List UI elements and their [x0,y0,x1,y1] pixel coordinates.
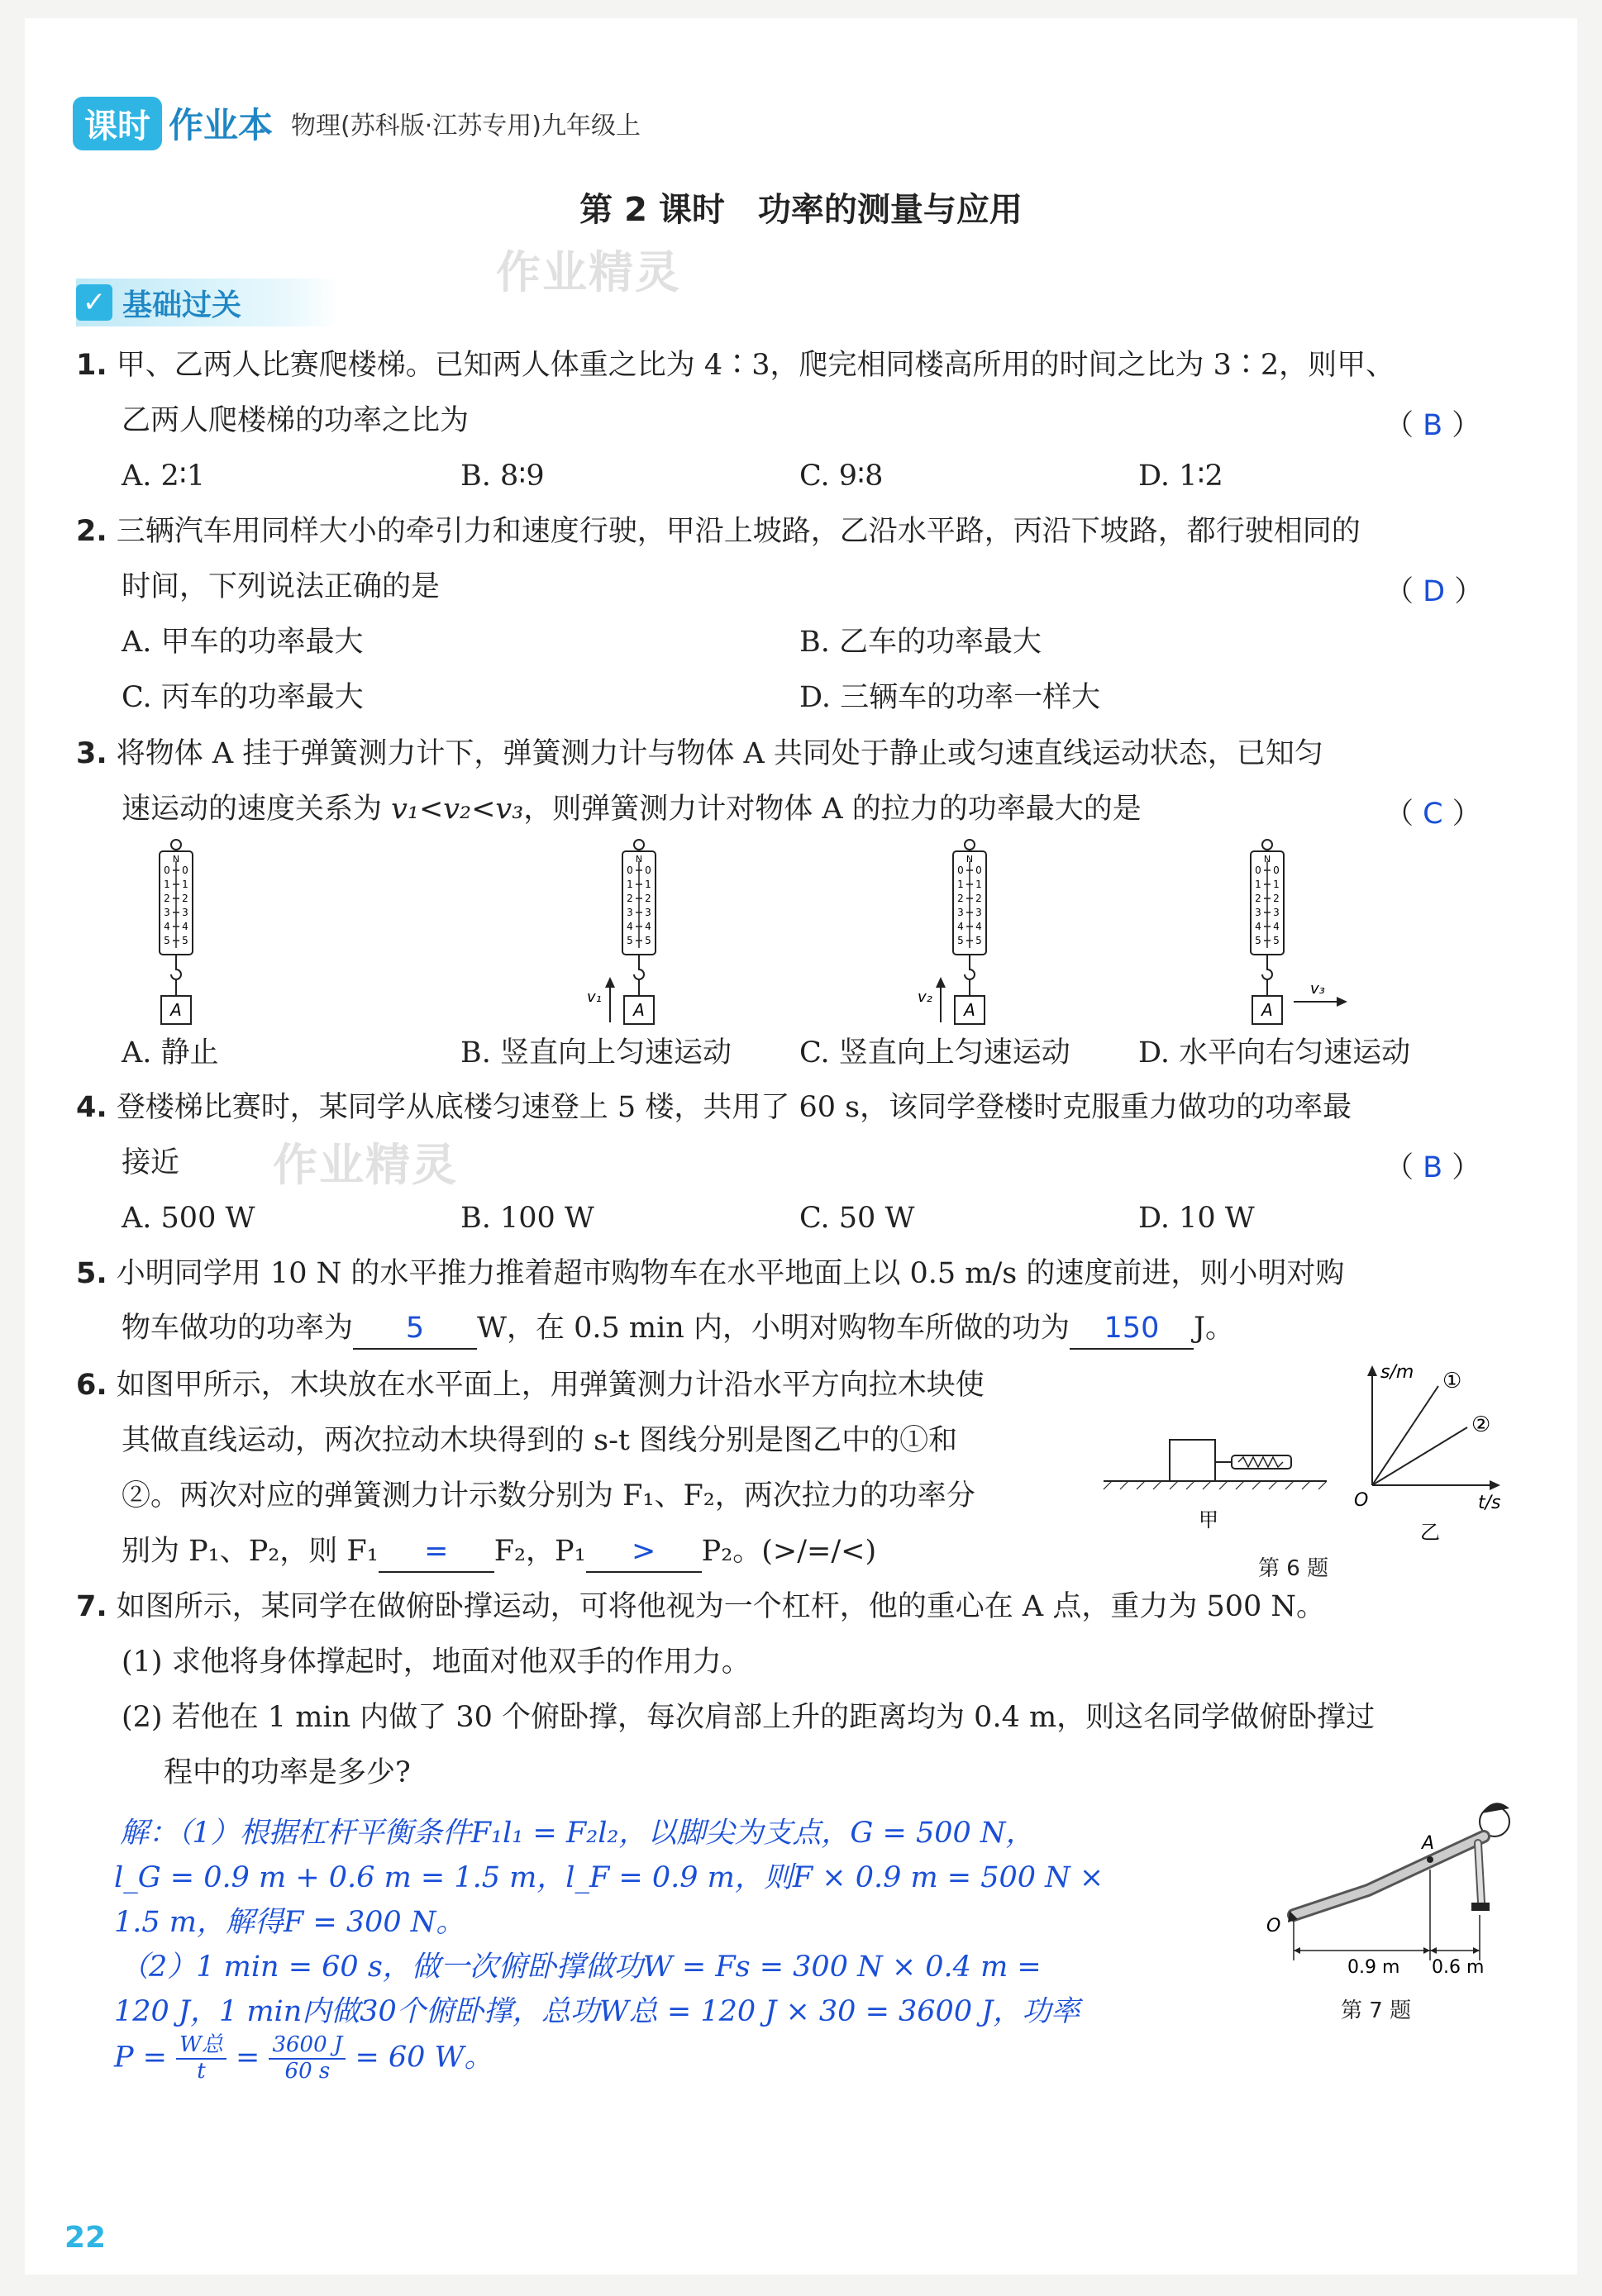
scale-unit: N [965,854,974,865]
scale-mark: 0 [164,865,170,876]
scale-mark: 5 [627,935,633,946]
q1-answer: （ B ） [1385,409,1481,442]
point-o-label: O [1266,1916,1281,1936]
option: D. 水平向右匀速运动 [1138,1036,1411,1069]
option: D. 1∶2 [1138,460,1223,493]
option: A. 静止 [122,1036,219,1069]
solution-line4: （2）1 min = 60 s，做一次俯卧撑做功W = Fs = 300 N × 0.4 m = [120,1951,1042,1984]
scale-mark: 5 [1255,935,1261,946]
scale-mark: 0 [1273,865,1280,876]
scale-mark: 3 [957,907,964,918]
scale-mark: 5 [1273,935,1280,946]
scale-mark: 1 [645,879,651,890]
q4-answer: （ B ） [1385,1151,1481,1184]
scale-mark: 3 [182,907,188,918]
scale-mark: 4 [645,921,651,932]
section-label: 基础过关 [122,288,242,322]
scale-mark: 2 [182,893,188,904]
solution-line2: l_G = 0.9 m + 0.6 m = 1.5 m，l_F = 0.9 m，则F × 0.9 m = 500 N × [114,1861,1104,1894]
fig-label-b: 乙 [1420,1521,1440,1544]
option: A. 500 W [122,1202,255,1235]
q2-line2: 时间，下列说法正确的是 [122,570,441,603]
scale-unit: N [172,854,180,865]
scale-mark: 2 [627,893,633,904]
scale-mark: 4 [957,921,964,932]
scale-mark: 1 [1273,879,1280,890]
line-1-label: ① [1442,1369,1462,1393]
scale-mark: 3 [1273,907,1280,918]
scale-mark: 4 [182,921,188,932]
q6-line3: ②。两次对应的弹簧测力计示数分别为 F₁、F₂，两次拉力的功率分 [122,1479,975,1512]
q2-answer: （ D ） [1385,575,1484,608]
option: C. 50 W [799,1202,915,1235]
scale-mark: 4 [164,921,170,932]
velocity-label: v₁ [587,988,602,1006]
scale-mark: 2 [1273,893,1280,904]
option: D. 10 W [1138,1202,1255,1235]
q1-line1: 1. 甲、乙两人比赛爬楼梯。已知两人体重之比为 4∶3，爬完相同楼高所用的时间之比为 3∶2，则甲、 [76,349,1395,382]
scale-mark: 5 [975,935,982,946]
scale-mark: 2 [975,893,982,904]
block-label: A [170,1000,182,1020]
scale-mark: 1 [627,879,633,890]
spring-scale-d [1251,840,1347,1024]
scale-mark: 1 [957,879,964,890]
scale-mark: 3 [627,907,633,918]
scale-mark: 5 [957,935,964,946]
velocity-label: v₃ [1310,980,1325,998]
option: A. 甲车的功率最大 [122,626,364,659]
page-number: 22 [64,2221,107,2255]
scale-mark: 5 [164,935,170,946]
q5-line2: 物车做功的功率为 5 W，在 0.5 min 内，小明对购物车所做的功为 150 J。 [122,1310,1234,1350]
brand: 作业本 [169,105,274,145]
q6-line2: 其做直线运动，两次拉动木块得到的 s-t 图线分别是图乙中的①和 [122,1424,958,1457]
q4-line2: 接近 [122,1146,180,1179]
q6-caption: 第 6 题 [1258,1556,1329,1581]
scale-mark: 1 [1255,879,1261,890]
axis-s-label: s/m [1380,1362,1414,1383]
scale-mark: 0 [182,865,188,876]
scale-mark: 0 [957,865,964,876]
q5-line1: 5. 小明同学用 10 N 的水平推力推着超市购物车在水平地面上以 0.5 m/s 的速度前进，则小明对购 [76,1257,1345,1290]
block-label: A [633,1000,645,1020]
scale-mark: 3 [645,907,651,918]
q6-blank-1[interactable]: = [379,1533,494,1573]
scale-mark: 2 [164,893,170,904]
scale-mark: 2 [957,893,964,904]
q5-blank-1[interactable]: 5 [353,1310,477,1350]
dimension-label: 0.9 m [1347,1957,1400,1978]
q7-part1: (1) 求他将身体撑起时，地面对他双手的作用力。 [122,1646,751,1679]
dimension-label: 0.6 m [1432,1957,1485,1978]
q7-line1: 7. 如图所示，某同学在做俯卧撑运动，可将他视为一个杠杆，他的重心在 A 点，重力为 500 N。 [76,1590,1326,1623]
scale-mark: 2 [645,893,651,904]
velocity-label: v₂ [918,988,932,1006]
q6-line4: 别为 P₁、P₂，则 F₁ = F₂，P₁ > P₂。(>/=/<) [122,1533,876,1573]
q7-part2a: (2) 若他在 1 min 内做了 30 个俯卧撑，每次肩部上升的距离均为 0.4 m，则这名同学做俯卧撑过 [122,1701,1376,1734]
q6-figure [1099,1353,1513,1568]
q3-answer: （ C ） [1385,798,1481,831]
scale-mark: 1 [975,879,982,890]
scale-mark: 1 [164,879,170,890]
scale-mark: 3 [1255,907,1261,918]
scale-mark: 0 [975,865,982,876]
q3-figure [25,836,1577,1043]
scale-mark: 5 [645,935,651,946]
scale-mark: 1 [182,879,188,890]
option: D. 三辆车的功率一样大 [799,681,1101,714]
solution-line5: 120 J，1 min内做30个俯卧撑，总功W总 = 120 J × 30 = 3600 J，功率 [114,1995,1080,2028]
block-label: A [964,1000,975,1020]
scale-mark: 3 [164,907,170,918]
q2-line1: 2. 三辆汽车用同样大小的牵引力和速度行驶，甲沿上坡路，乙沿水平路，丙沿下坡路，都行驶相同的 [76,515,1361,548]
scale-mark: 2 [1255,893,1261,904]
line-2-label: ② [1471,1412,1491,1437]
q1-line2: 乙两人爬楼梯的功率之比为 [122,404,470,437]
axis-t-label: t/s [1478,1493,1501,1513]
option: A. 2∶1 [122,460,206,493]
origin-label: O [1354,1490,1369,1511]
q3-line1: 3. 将物体 A 挂于弹簧测力计下，弹簧测力计与物体 A 共同处于静止或匀速直线运动状态，已知匀 [76,737,1323,770]
q7-caption: 第 7 题 [1341,1998,1412,2023]
scale-mark: 4 [975,921,982,932]
option: C. 竖直向上匀速运动 [799,1036,1070,1069]
section-header [76,279,341,326]
page [25,18,1577,2275]
scale-mark: 0 [627,865,633,876]
solution-line3: 1.5 m，解得F = 300 N。 [114,1906,465,1939]
logo: 课时 [73,97,162,150]
scale-mark: 0 [1255,865,1261,876]
q4-line1: 4. 登楼梯比赛时，某同学从底楼匀速登上 5 楼，共用了 60 s，该同学登楼时克服重力做功的功率最 [76,1091,1352,1124]
solution-line6: P = $\frac{\text{W总}}{t}$ = $\frac{3600 J}{60 s}$ = 60 W。 [114,2032,493,2084]
q6-blank-2[interactable]: > [586,1533,702,1573]
q7-figure [1256,1795,1538,1985]
option: B. 乙车的功率最大 [799,626,1042,659]
scale-labels [164,854,1280,946]
point-a-label: A [1422,1833,1435,1854]
check-icon: ✓ [76,284,112,321]
scale-mark: 4 [1255,921,1261,932]
scale-mark: 4 [627,921,633,932]
scale-unit: N [635,854,643,865]
q7-part2b: 程中的功率是多少? [164,1756,411,1789]
subject: 物理(苏科版·江苏专用)九年级上 [291,112,641,141]
scale-mark: 0 [645,865,651,876]
q6-line1: 6. 如图甲所示，木块放在水平面上，用弹簧测力计沿水平方向拉木块使 [76,1369,985,1402]
scale-mark: 4 [1273,921,1280,932]
solution-line1: 解：（1）根据杠杆平衡条件F₁l₁ = F₂l₂，以脚尖为支点，G = 500 N， [120,1817,1035,1850]
wood-block [1170,1440,1215,1481]
page-title: 第 2 课时 功率的测量与应用 [579,191,1023,229]
fig-label-a: 甲 [1199,1508,1218,1531]
q5-blank-2[interactable]: 150 [1070,1310,1194,1350]
scale-mark: 5 [182,935,188,946]
scale-unit: N [1263,854,1271,865]
option: C. 丙车的功率最大 [122,681,364,714]
header [73,94,641,152]
option: B. 竖直向上匀速运动 [460,1036,732,1069]
option: C. 9∶8 [799,460,884,493]
watermark: 作业精灵 [273,1139,458,1191]
scale-mark: 3 [975,907,982,918]
option: B. 100 W [460,1202,594,1235]
q3-line2: 速运动的速度关系为 v₁<v₂<v₃，则弹簧测力计对物体 A 的拉力的功率最大的是 [122,793,1142,826]
block-label: A [1261,1000,1273,1020]
option: B. 8∶9 [460,460,545,493]
watermark: 作业精灵 [496,246,681,298]
